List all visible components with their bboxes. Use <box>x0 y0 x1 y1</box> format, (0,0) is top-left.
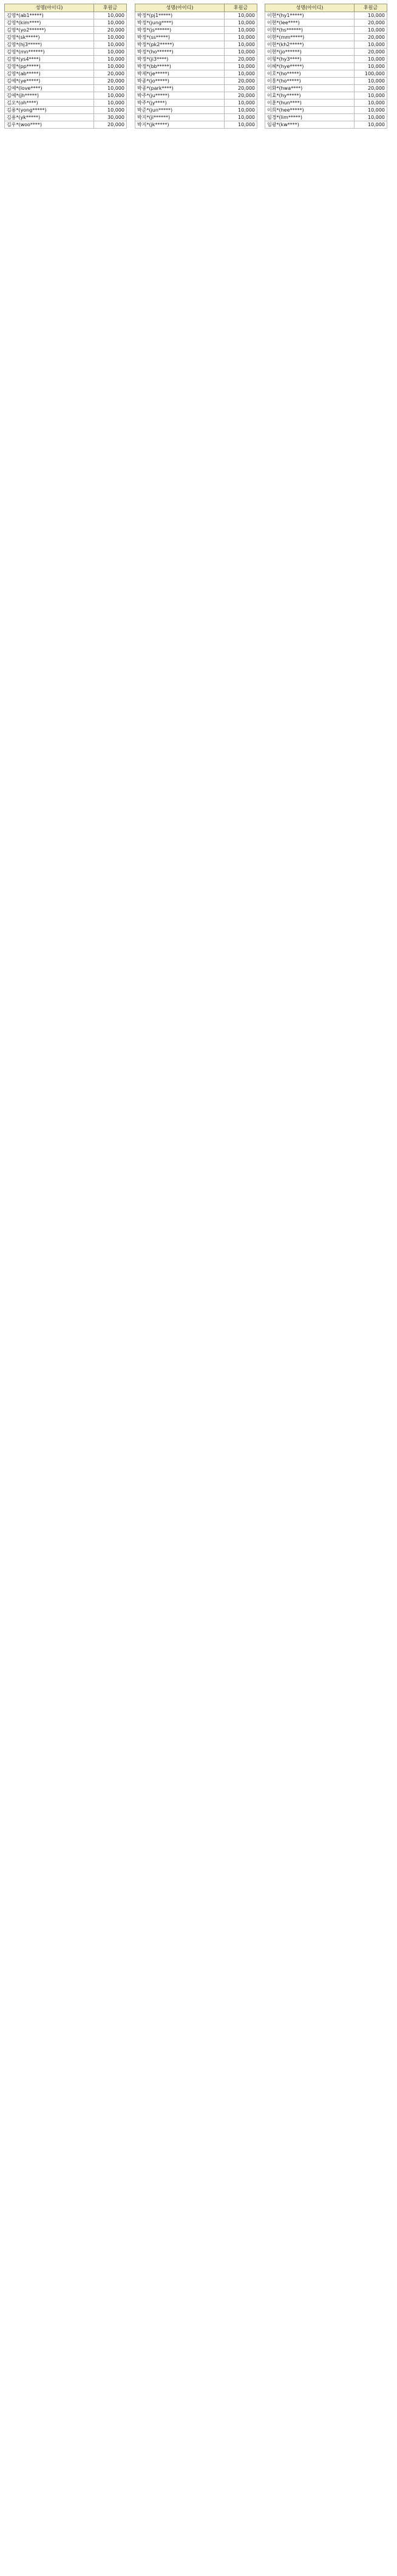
donor-row <box>265 56 387 63</box>
donor-name: 박정*(ss*****) <box>135 34 225 41</box>
donation-amount: 10,000 <box>355 121 387 129</box>
donor-row <box>265 12 387 19</box>
donor-row <box>5 56 127 63</box>
donor-row <box>135 85 257 92</box>
donor-row <box>135 63 257 70</box>
donor-row <box>5 19 127 27</box>
donor-row <box>265 121 387 129</box>
donor-name: 이현*(jo******) <box>265 49 355 56</box>
donation-amount: 10,000 <box>225 99 257 107</box>
donation-amount: 10,000 <box>94 56 127 63</box>
donation-amount: 10,000 <box>355 99 387 107</box>
donation-amount: 10,000 <box>225 107 257 114</box>
donor-row <box>135 114 257 121</box>
donor-name: 이호*(ho*****) <box>265 70 355 78</box>
donation-amount: 10,000 <box>225 19 257 27</box>
donation-amount: 10,000 <box>94 92 127 99</box>
donor-row <box>5 41 127 49</box>
donation-amount: 10,000 <box>225 27 257 34</box>
donation-amount: 20,000 <box>94 27 127 34</box>
donor-name: 김예*(love****) <box>5 85 94 92</box>
donor-name: 이홍*(ho*****) <box>265 78 355 85</box>
donation-amount: 20,000 <box>225 92 257 99</box>
name-column-header: 성명(아이디) <box>5 4 94 12</box>
donor-row <box>135 19 257 27</box>
donor-row <box>265 41 387 49</box>
name-column-header: 성명(아이디) <box>135 4 225 12</box>
donation-amount: 10,000 <box>355 107 387 114</box>
donor-row <box>135 70 257 78</box>
donor-name: 김예*(jh*****) <box>5 92 94 99</box>
donor-row <box>5 70 127 78</box>
donor-row <box>265 19 387 27</box>
donor-name: 이형*(hy3****) <box>265 56 355 63</box>
donor-name: 임경*(lim*****) <box>265 114 355 121</box>
donation-amount: 20,000 <box>225 85 257 92</box>
donor-row <box>265 99 387 107</box>
donation-amount: 20,000 <box>94 78 127 85</box>
donation-amount: 20,000 <box>355 49 387 56</box>
donor-row <box>265 70 387 78</box>
amount-column-header: 후원금 <box>355 4 387 12</box>
donation-amount: 10,000 <box>355 56 387 63</box>
donor-name: 이현*(kh2*****) <box>265 41 355 49</box>
donor-row <box>265 78 387 85</box>
donor-name: 박종*(park****) <box>135 85 225 92</box>
donor-row <box>135 49 257 56</box>
donor-row <box>5 121 127 129</box>
donation-amount: 20,000 <box>225 56 257 63</box>
donation-amount: 10,000 <box>355 12 387 19</box>
donor-name: 박준*(jun*****) <box>135 107 225 114</box>
donor-name: 이현*(hs******) <box>265 27 355 34</box>
donor-table-1 <box>4 4 127 129</box>
donor-row <box>5 99 127 107</box>
donor-name: 박종*(jo*****) <box>135 78 225 85</box>
name-column-header: 성명(아이디) <box>265 4 355 12</box>
donor-row <box>135 92 257 99</box>
donor-name: 김우*(woo****) <box>5 121 94 129</box>
donor-name: 이현*(hy1*****) <box>265 12 355 19</box>
donor-name: 박정*(ho******) <box>135 49 225 56</box>
donor-row <box>265 114 387 121</box>
donor-name: 김영*(pp*****) <box>5 63 94 70</box>
donor-name: 박주*(ju*****) <box>135 92 225 99</box>
donation-amount: 10,000 <box>225 114 257 121</box>
donor-row <box>265 92 387 99</box>
donation-amount: 10,000 <box>225 41 257 49</box>
donation-amount: 10,000 <box>94 49 127 56</box>
donor-row <box>265 27 387 34</box>
donor-row <box>135 99 257 107</box>
donor-name: 박정*(pj1*****) <box>135 12 225 19</box>
donation-amount: 10,000 <box>225 34 257 41</box>
donation-amount: 10,000 <box>94 107 127 114</box>
donor-name: 김영*(mn******) <box>5 49 94 56</box>
donation-amount: 100,000 <box>355 70 387 78</box>
donor-name: 이화*(hwa****) <box>265 85 355 92</box>
donation-amount: 10,000 <box>355 41 387 49</box>
donor-row <box>135 78 257 85</box>
donor-row <box>135 12 257 19</box>
donation-amount: 10,000 <box>94 41 127 49</box>
donor-name: 김예*(ye*****) <box>5 78 94 85</box>
donation-amount: 20,000 <box>225 78 257 85</box>
donor-row <box>135 121 257 129</box>
donor-name: 박주*(jy****) <box>135 99 225 107</box>
donor-name: 김영*(ab1*****) <box>5 12 94 19</box>
donor-row <box>5 85 127 92</box>
donor-name: 이현*(lee****) <box>265 19 355 27</box>
donation-amount: 10,000 <box>225 12 257 19</box>
donor-row <box>5 114 127 121</box>
donation-amount: 10,000 <box>355 92 387 99</box>
donor-name: 이혜*(hye*****) <box>265 63 355 70</box>
donor-row <box>5 27 127 34</box>
donor-row <box>135 34 257 41</box>
donor-name: 이희*(hee*****) <box>265 107 355 114</box>
donor-name: 박정*(jung****) <box>135 19 225 27</box>
donation-amount: 20,000 <box>94 70 127 78</box>
donor-name: 박정*(ji3****) <box>135 56 225 63</box>
donation-amount: 20,000 <box>355 85 387 92</box>
donor-row <box>265 63 387 70</box>
donor-row <box>265 85 387 92</box>
donation-amount: 10,000 <box>225 70 257 78</box>
amount-column-header: 후원금 <box>94 4 127 12</box>
donor-row <box>5 78 127 85</box>
donor-name: 김영*(hj3*****) <box>5 41 94 49</box>
donation-amount: 10,000 <box>94 85 127 92</box>
donation-amount: 30,000 <box>94 114 127 121</box>
donation-amount: 10,000 <box>94 12 127 19</box>
donor-name: 김영*(sk*****) <box>5 34 94 41</box>
amount-column-header: 후원금 <box>225 4 257 12</box>
donor-row <box>265 34 387 41</box>
donation-amount: 10,000 <box>94 19 127 27</box>
donor-row <box>5 12 127 19</box>
donor-name: 박제*(je*****) <box>135 70 225 78</box>
donor-row <box>5 63 127 70</box>
donor-row <box>5 107 127 114</box>
donation-amount: 10,000 <box>94 63 127 70</box>
donation-amount: 20,000 <box>355 34 387 41</box>
donor-name: 김영*(kim****) <box>5 19 94 27</box>
donor-name: 김용*(yk*****) <box>5 114 94 121</box>
donation-amount: 10,000 <box>225 63 257 70</box>
donor-row <box>265 107 387 114</box>
donor-row <box>265 49 387 56</box>
donor-table-2 <box>135 4 257 129</box>
donor-name: 김영*(ys4****) <box>5 56 94 63</box>
donation-amount: 10,000 <box>225 121 257 129</box>
donation-amount: 10,000 <box>355 63 387 70</box>
donor-name: 김오*(oh****) <box>5 99 94 107</box>
donor-row <box>135 56 257 63</box>
donor-name: 김영*(ab*****) <box>5 70 94 78</box>
donation-amount: 10,000 <box>355 78 387 85</box>
donation-amount: 20,000 <box>94 121 127 129</box>
donor-row <box>135 41 257 49</box>
donor-row <box>135 107 257 114</box>
donor-name: 박정*(pk2*****) <box>135 41 225 49</box>
donor-row <box>135 27 257 34</box>
donation-amount: 10,000 <box>355 27 387 34</box>
donor-table-3 <box>265 4 387 129</box>
donor-name: 박정*(js******) <box>135 27 225 34</box>
donor-name: 김용*(yong*****) <box>5 107 94 114</box>
donor-name: 이훈*(hun****) <box>265 99 355 107</box>
donation-amount: 10,000 <box>355 114 387 121</box>
donor-name: 박정*(bb*****) <box>135 63 225 70</box>
donor-name: 이현*(mm*****) <box>265 34 355 41</box>
donor-row <box>5 34 127 41</box>
donor-name: 이효*(hy*****) <box>265 92 355 99</box>
donation-amount: 20,000 <box>355 19 387 27</box>
donation-amount: 10,000 <box>94 34 127 41</box>
donor-name: 임광*(kw****) <box>265 121 355 129</box>
donation-amount: 10,000 <box>225 49 257 56</box>
donor-row <box>5 49 127 56</box>
donor-name: 박지*(ji******) <box>135 114 225 121</box>
donor-name: 박지*(jk*****) <box>135 121 225 129</box>
donor-name: 김영*(yo2******) <box>5 27 94 34</box>
donation-amount: 10,000 <box>94 99 127 107</box>
donor-row <box>5 92 127 99</box>
